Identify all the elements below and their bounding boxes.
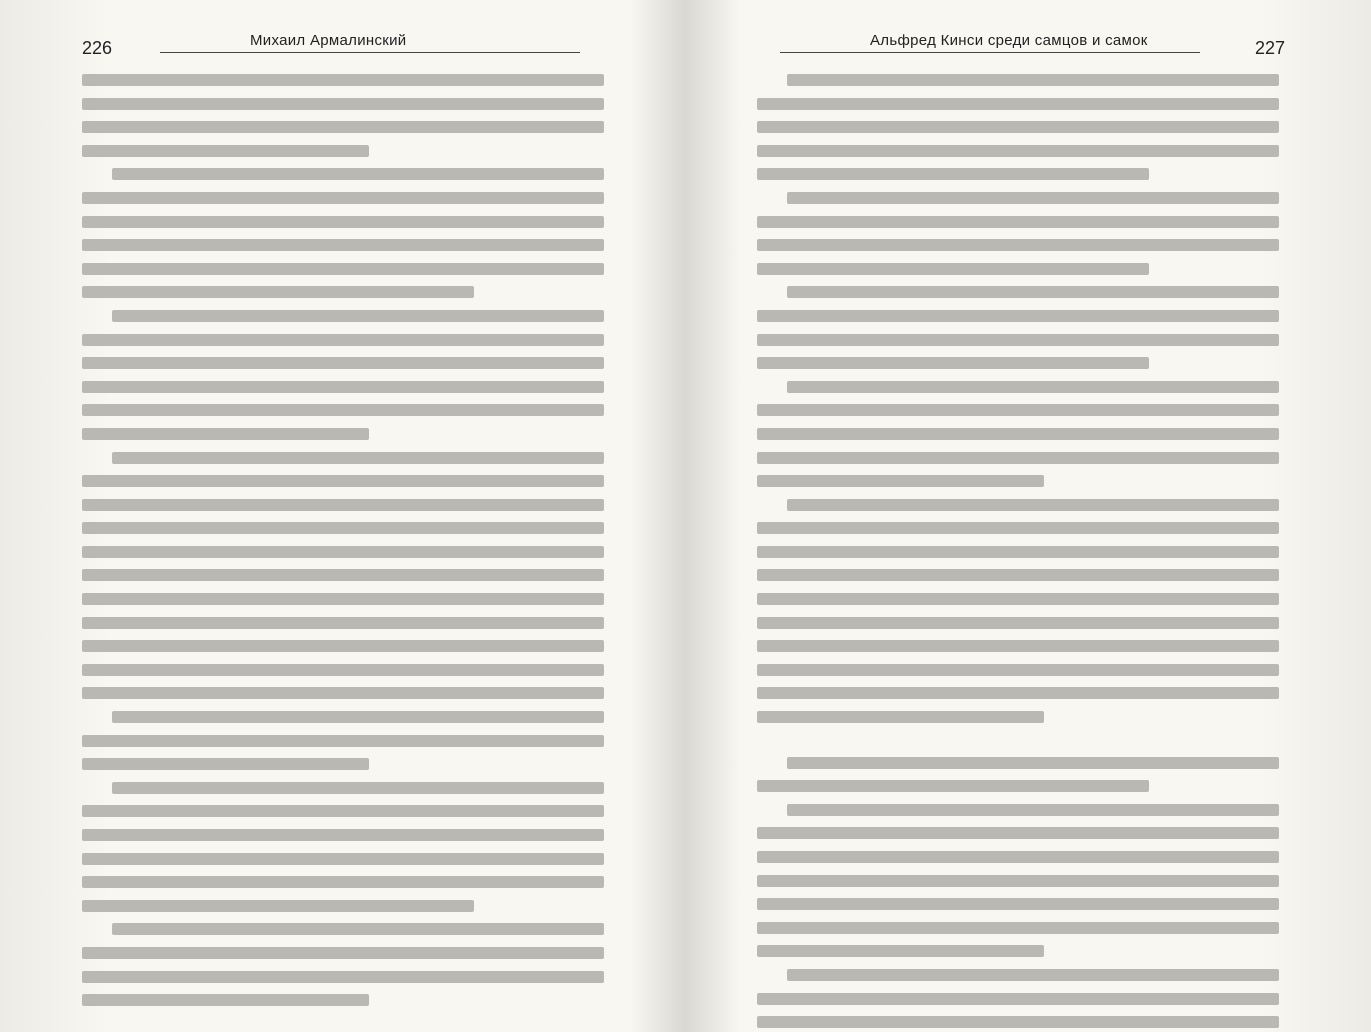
left-running-head — [60, 30, 630, 62]
right-page-number: 227 — [1254, 38, 1285, 58]
right-page — [735, 0, 1305, 1032]
left-header-rule — [160, 52, 580, 53]
right-body-text — [757, 74, 1279, 1032]
left-body-text — [82, 74, 604, 1018]
left-page-number: 226 — [82, 38, 113, 58]
left-page — [60, 0, 630, 1032]
left-header-title: Михаил Армалинский — [250, 32, 407, 49]
right-running-head — [735, 30, 1305, 62]
right-header-rule — [780, 52, 1200, 53]
right-header-title: Альфред Кинси среди самцов и самок — [870, 32, 1148, 49]
